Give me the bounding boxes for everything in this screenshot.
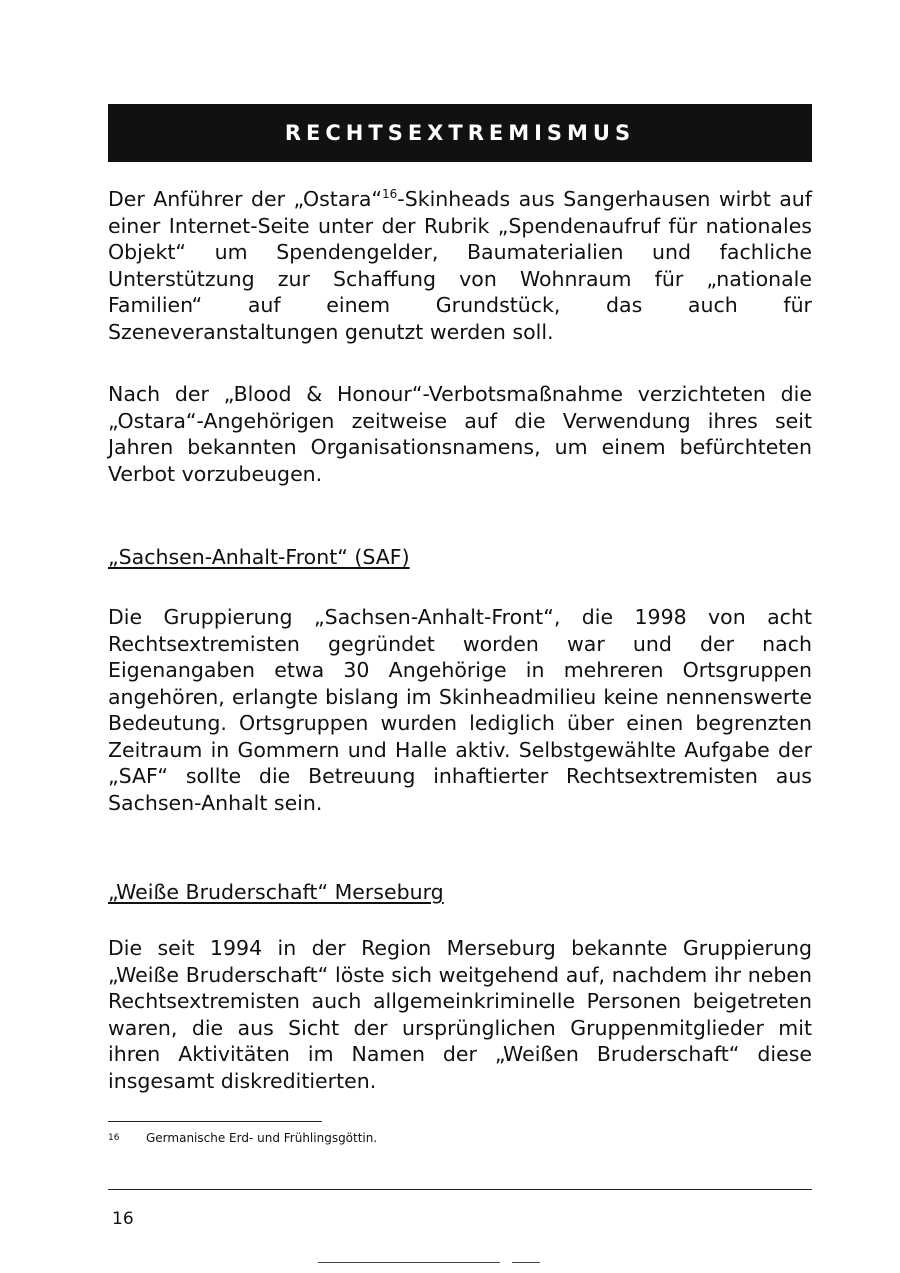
paragraph-ostara-text-end: -Skinheads aus Sangerhausen wirbt auf einer Internet-Seite unter der Rubrik „Spendenaufruf für nationales Objekt“ um Spendengelder, Baumaterialien und fachliche Unterstützung zur Schaffung von Wohnraum für „nationale Familien“ auf einem Grundstück, das auch für Szeneveranstaltungen genutzt werden soll.: [108, 187, 812, 344]
scan-artifact-line: [512, 1262, 540, 1263]
footnote-divider: [108, 1121, 322, 1122]
footnote-mark: 16: [108, 1133, 120, 1143]
footnote-reference: 16: [382, 187, 398, 202]
section-header-bar: [108, 104, 812, 162]
subheading-saf: „Sachsen-Anhalt-Front“ (SAF): [108, 545, 410, 569]
section-title: RECHTSEXTREMISMUS: [284, 121, 636, 145]
paragraph-saf: Die Gruppierung „Sachsen-Anhalt-Front“, die 1998 von acht Rechtsextremisten gegründet worden war und der nach Eigenangaben etwa 30 Angehörige in mehreren Ortsgruppen angehören, erlangte bislang im Skinheadmilieu keine nennenswerte Bedeutung. Ortsgruppen wurden lediglich über einen begrenzten Zeitraum in Gommern und Halle aktiv. Selbstgewählte Aufgabe der „SAF“ sollte die Betreuung inhaftierter Rechtsextremisten aus Sachsen-Anhalt sein.: [108, 605, 812, 815]
scan-artifact-line: [318, 1262, 500, 1263]
footnote: [108, 1130, 377, 1146]
subheading-weisse-bruderschaft: „Weiße Bruderschaft“ Merseburg: [108, 880, 444, 904]
paragraph-ostara-ban: Nach der „Blood & Honour“-Verbotsmaßnahme verzichteten die „Ostara“-Angehörigen zeitweise auf die Verwendung ihres seit Jahren bekannten Organisationsnamens, um einem befürchteten Verbot vorzubeugen.: [108, 382, 812, 486]
footnote-text: Germanische Erd- und Frühlingsgöttin.: [146, 1131, 378, 1145]
page-bottom-divider: [108, 1189, 812, 1190]
paragraph-weisse-bruderschaft: Die seit 1994 in der Region Merseburg bekannte Gruppierung „Weiße Bruderschaft“ löste sich weitgehend auf, nachdem ihr neben Rechtsextremisten auch allgemeinkriminelle Personen beigetreten waren, die aus Sicht der ursprünglichen Gruppenmitglieder mit ihren Aktivitäten im Namen der „Weißen Bruderschaft“ diese insgesamt diskreditierten.: [108, 936, 812, 1093]
paragraph-ostara-text-start: Der Anführer der „Ostara“: [108, 187, 383, 211]
page-number: 16: [112, 1209, 134, 1229]
paragraph-ostara-intro: [108, 186, 812, 345]
